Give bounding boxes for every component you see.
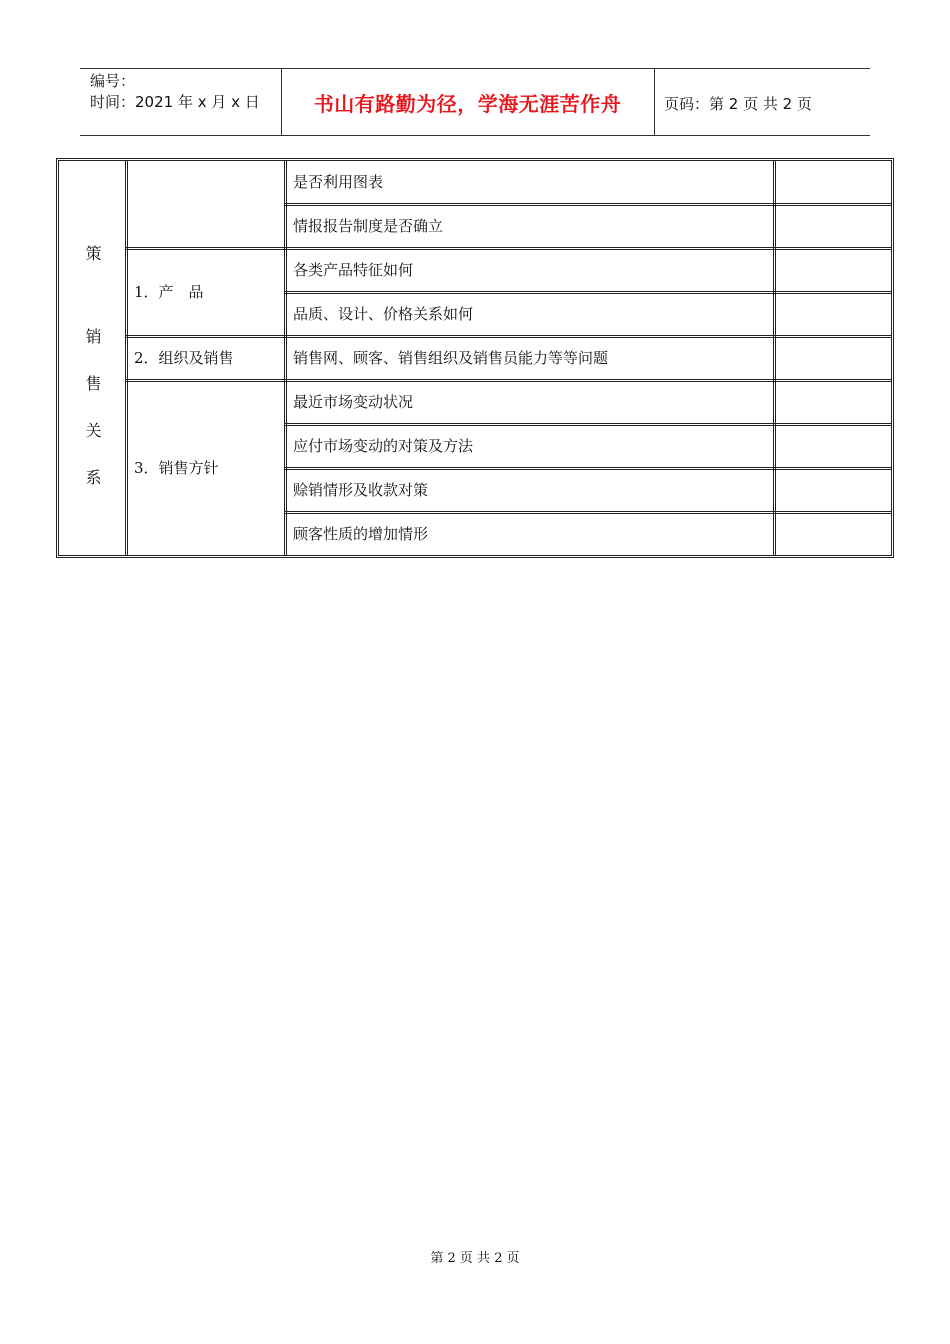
- col-divider-1: [125, 161, 128, 555]
- date-line: 时间：2021 年 x 月 x 日: [90, 93, 260, 111]
- row-divider: [284, 291, 891, 294]
- page-footer: 第 2 页 共 2 页: [430, 1251, 520, 1266]
- header-page-info: 页码：第 2 页 共 2 页: [664, 95, 812, 113]
- category-char: 售: [85, 374, 102, 393]
- col-divider-3: [773, 161, 776, 555]
- header-motto: 书山有路勤为径，学海无涯苦作舟: [313, 92, 622, 116]
- item-text: 各类产品特征如何: [293, 261, 414, 279]
- header-meta: [90, 71, 260, 113]
- group-label-product: 1．产 品: [134, 283, 204, 301]
- item-text: 顾客性质的增加情形: [293, 525, 429, 543]
- item-text: 应付市场变动的对策及方法: [293, 437, 474, 455]
- row-divider: [125, 379, 891, 382]
- col-divider-2: [284, 161, 287, 555]
- row-divider: [284, 423, 891, 426]
- row-divider: [125, 335, 891, 338]
- page-header: [80, 68, 870, 136]
- row-divider: [284, 511, 891, 514]
- item-text: 赊销情形及收款对策: [293, 481, 429, 499]
- checklist-table: [56, 158, 894, 558]
- category-char: 系: [85, 468, 102, 487]
- row-divider: [125, 247, 891, 250]
- category-char: 销: [85, 327, 102, 346]
- group-label-organization: 2．组织及销售: [134, 349, 234, 367]
- row-divider: [284, 203, 891, 206]
- item-text: 情报报告制度是否确立: [293, 217, 444, 235]
- item-text: 最近市场变动状况: [293, 393, 414, 411]
- item-text: 是否利用图表: [293, 173, 384, 191]
- header-divider-right: [654, 69, 655, 135]
- row-divider: [284, 467, 891, 470]
- group-label-policy: 3．销售方针: [134, 459, 219, 477]
- category-char: 关: [85, 421, 102, 440]
- item-text: 销售网、顾客、销售组织及销售员能力等等问题: [293, 349, 609, 367]
- item-text: 品质、设计、价格关系如何: [293, 305, 474, 323]
- category-char: 策: [85, 244, 102, 263]
- serial-number-label: 编号：: [90, 72, 136, 90]
